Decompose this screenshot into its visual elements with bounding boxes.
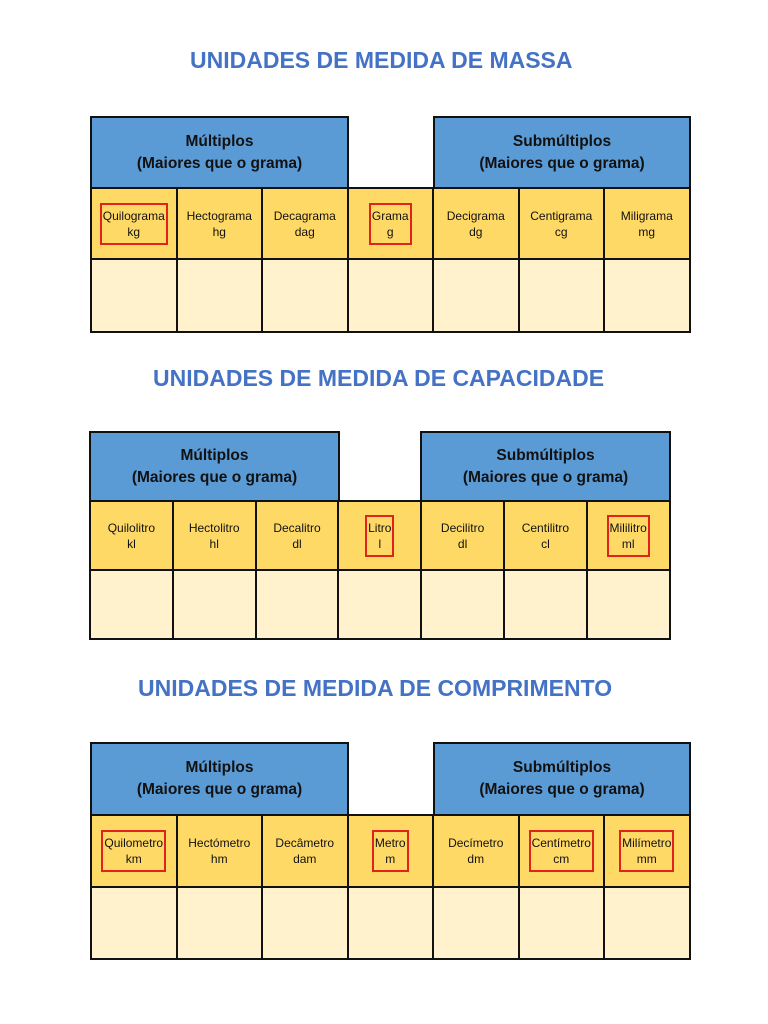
unit-symbol: hl: [209, 536, 219, 551]
unit-cell: [603, 814, 691, 888]
answer-cell: [176, 258, 264, 333]
highlighted-unit-label: [369, 203, 412, 245]
multiples-subtitle: (Maiores que o grama): [131, 468, 298, 486]
unit-name: Decigrama: [446, 208, 505, 223]
unit-symbol: ml: [621, 536, 635, 551]
table-capacidade: [89, 431, 671, 640]
unit-name: Milímetro: [622, 836, 672, 850]
unit-label: [186, 205, 253, 243]
multiples-header: [89, 431, 340, 502]
answer-cell: [503, 569, 588, 640]
unit-symbol: m: [385, 852, 396, 866]
unit-cell: [337, 500, 422, 571]
unit-name: Decilitro: [440, 520, 485, 535]
unit-cell: [89, 500, 174, 571]
table-comprimento: [90, 742, 691, 960]
unit-name: Hectómetro: [188, 836, 251, 850]
unit-cell: [518, 187, 606, 260]
unit-symbol: dam: [293, 852, 317, 866]
answer-cell: [603, 258, 691, 333]
unit-name: Quilolitro: [107, 520, 156, 535]
answer-cell: [347, 258, 435, 333]
unit-name: Miligrama: [620, 208, 673, 223]
unit-symbol: mg: [638, 224, 656, 239]
answer-cell: [420, 569, 505, 640]
unit-cell: [432, 814, 520, 888]
unit-name: Grama: [371, 208, 409, 223]
unit-name: Litro: [368, 520, 392, 535]
unit-label: [446, 205, 506, 243]
answer-cell: [255, 569, 340, 640]
submultiples-title: Submúltiplos: [496, 446, 595, 464]
unit-name: Mililitro: [609, 520, 647, 535]
answer-cell: [89, 569, 174, 640]
answer-cell: [90, 886, 178, 960]
answer-cell: [337, 569, 422, 640]
answer-cell: [90, 258, 178, 333]
highlighted-unit-label: [365, 515, 394, 557]
unit-symbol: hg: [212, 224, 226, 239]
answer-cell: [518, 258, 606, 333]
unit-name: Metro: [374, 836, 406, 850]
unit-label: [272, 517, 321, 555]
unit-name: Decímetro: [448, 836, 504, 850]
unit-symbol: dl: [457, 536, 468, 551]
unit-symbol: dm: [467, 852, 485, 866]
unit-label: [273, 205, 337, 243]
answer-cell: [176, 886, 264, 960]
unit-symbol: hm: [210, 852, 228, 866]
submultiples-subtitle: (Maiores que o grama): [479, 781, 645, 798]
unit-symbol: km: [125, 852, 142, 866]
unit-symbol: dl: [292, 536, 302, 551]
unit-symbol: kl: [127, 536, 136, 551]
unit-symbol: cm: [553, 852, 570, 866]
multiples-header: [90, 116, 349, 189]
multiples-subtitle: (Maiores que o grama): [136, 781, 303, 798]
unit-cell: [503, 500, 588, 571]
submultiples-title: Submúltiplos: [512, 132, 612, 150]
highlighted-unit-label: [607, 515, 650, 557]
multiples-header: [90, 742, 349, 816]
multiples-title: Múltiplos: [185, 759, 254, 776]
submultiples-subtitle: (Maiores que o grama): [462, 468, 629, 486]
answer-cell: [347, 886, 435, 960]
unit-cell: [172, 500, 257, 571]
unit-name: Quilograma: [102, 208, 165, 223]
highlighted-unit-label: [529, 830, 594, 872]
submultiples-header: [433, 116, 691, 189]
unit-symbol: dag: [294, 224, 315, 239]
unit-name: Decagrama: [273, 208, 336, 223]
unit-cell: [255, 500, 340, 571]
highlighted-unit-label: [372, 830, 409, 872]
answer-cell: [518, 886, 606, 960]
answer-cell: [261, 886, 349, 960]
unit-name: Quilometro: [104, 836, 164, 850]
unit-name: Hectograma: [186, 208, 252, 223]
multiples-subtitle: (Maiores que o grama): [136, 154, 303, 172]
title-massa: UNIDADES DE MEDIDA DE MASSA: [190, 47, 573, 73]
multiples-title: Múltiplos: [180, 446, 249, 464]
answer-cell: [172, 569, 257, 640]
unit-name: Centímetro: [531, 836, 591, 850]
unit-label: [274, 832, 335, 870]
answer-cell: [432, 258, 520, 333]
submultiples-subtitle: (Maiores que o grama): [479, 154, 645, 172]
unit-name: Decalitro: [273, 520, 321, 535]
table-massa: [90, 116, 691, 333]
unit-cell: [347, 814, 435, 888]
unit-symbol: kg: [127, 224, 141, 239]
unit-symbol: mm: [636, 852, 657, 866]
answer-cell: [603, 886, 691, 960]
unit-label: [521, 517, 570, 555]
unit-label: [440, 517, 485, 555]
submultiples-title: Submúltiplos: [512, 759, 612, 776]
unit-cell: [261, 187, 349, 260]
highlighted-unit-label: [619, 830, 674, 872]
unit-cell: [586, 500, 671, 571]
unit-cell: [90, 187, 178, 260]
highlighted-unit-label: [100, 203, 168, 245]
unit-cell: [261, 814, 349, 888]
unit-label: [529, 205, 593, 243]
unit-name: Decâmetro: [275, 836, 335, 850]
unit-symbol: g: [386, 224, 394, 239]
unit-cell: [176, 814, 264, 888]
answer-cell: [261, 258, 349, 333]
unit-cell: [432, 187, 520, 260]
answer-cell: [586, 569, 671, 640]
unit-symbol: l: [378, 536, 382, 551]
unit-cell: [420, 500, 505, 571]
unit-symbol: cl: [541, 536, 550, 551]
unit-cell: [518, 814, 606, 888]
highlighted-unit-label: [101, 830, 166, 872]
unit-cell: [176, 187, 264, 260]
unit-label: [107, 517, 156, 555]
submultiples-header: [433, 742, 691, 816]
title-capacidade: UNIDADES DE MEDIDA DE CAPACIDADE: [153, 365, 605, 391]
unit-name: Centigrama: [530, 208, 593, 223]
unit-label: [620, 205, 674, 243]
answer-cell: [432, 886, 520, 960]
unit-name: Centilitro: [521, 520, 570, 535]
unit-name: Hectolitro: [188, 520, 240, 535]
unit-symbol: dg: [469, 224, 483, 239]
multiples-title: Múltiplos: [185, 132, 254, 150]
submultiples-header: [420, 431, 671, 502]
unit-symbol: cg: [554, 224, 568, 239]
unit-cell: [603, 187, 691, 260]
title-comprimento: UNIDADES DE MEDIDA DE COMPRIMENTO: [138, 675, 613, 701]
unit-cell: [347, 187, 435, 260]
unit-label: [447, 832, 504, 870]
unit-label: [187, 832, 251, 870]
unit-cell: [90, 814, 178, 888]
unit-label: [188, 517, 241, 555]
